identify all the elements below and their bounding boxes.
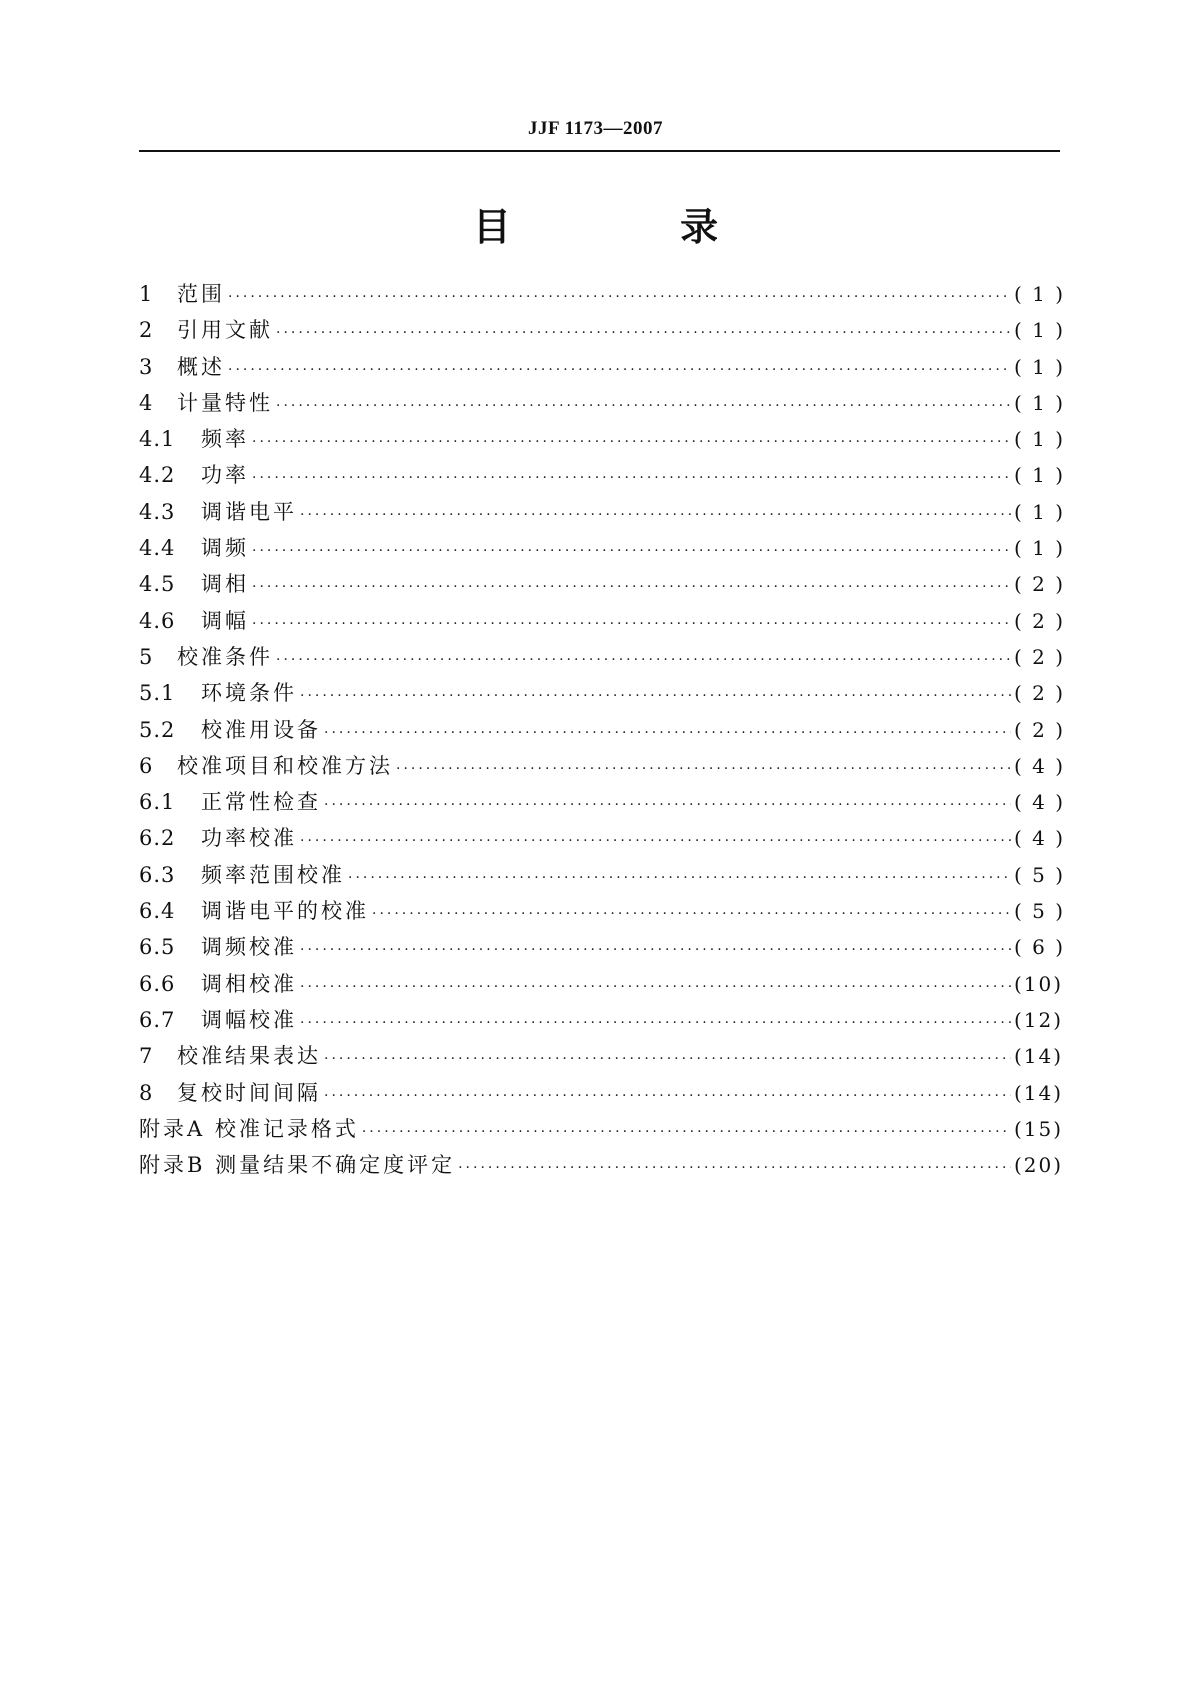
- toc-dot-leader: [300, 979, 1011, 995]
- toc-entry-number: 4: [139, 390, 154, 415]
- toc-entry-number: 6.4: [139, 899, 176, 924]
- standard-code: JJF 1173—2007: [527, 118, 664, 139]
- toc-entry-page: ( 1 ): [1014, 354, 1066, 379]
- toc-dot-leader: [252, 616, 1011, 632]
- toc-entry-number: 7: [139, 1044, 154, 1069]
- toc-entry-page: ( 2 ): [1014, 717, 1066, 742]
- toc-entry[interactable]: [139, 895, 1066, 931]
- toc-entry-number: 4.1: [139, 427, 176, 452]
- toc-entry-number: 8: [139, 1080, 154, 1105]
- page-title: 目 录: [472, 205, 797, 249]
- toc-dot-leader: [252, 434, 1011, 450]
- toc-entry[interactable]: [139, 1004, 1064, 1040]
- toc-dot-leader: [300, 942, 1011, 958]
- toc-entry-page: ( 2 ): [1014, 608, 1066, 633]
- toc-dot-leader: [276, 652, 1011, 668]
- toc-entry-page: (14): [1014, 1080, 1064, 1105]
- toc-entry-page: ( 1 ): [1014, 463, 1066, 488]
- toc-entry-label: 复校时间间隔: [177, 1080, 321, 1105]
- toc-entry[interactable]: [139, 605, 1066, 641]
- toc-entry-page: ( 1 ): [1014, 318, 1066, 343]
- toc-entry[interactable]: [139, 1077, 1064, 1113]
- toc-dot-leader: [458, 1160, 1011, 1176]
- toc-entry-number: 6: [139, 753, 154, 778]
- toc-entry[interactable]: [139, 859, 1066, 895]
- toc-entry-page: ( 1 ): [1014, 390, 1066, 415]
- toc-entry-label: 校准用设备: [201, 717, 321, 742]
- toc-entry-label: 校准结果表达: [177, 1044, 321, 1069]
- toc-entry-number: 3: [139, 354, 154, 379]
- toc-dot-leader: [300, 833, 1011, 849]
- toc-dot-leader: [362, 1124, 1011, 1140]
- toc-entry-label: 调幅: [201, 608, 249, 633]
- toc-entry[interactable]: [139, 351, 1066, 387]
- toc-dot-leader: [300, 1015, 1011, 1031]
- header-divider: [139, 150, 1060, 152]
- toc-entry-label: 调谐电平: [201, 499, 297, 524]
- toc-entry-number: 4.5: [139, 572, 176, 597]
- toc-dot-leader: [228, 362, 1011, 378]
- toc-entry[interactable]: [139, 786, 1066, 822]
- toc-entry-page: ( 2 ): [1014, 681, 1066, 706]
- toc-entry-label: 正常性检查: [201, 790, 321, 815]
- toc-entry-page: (15): [1014, 1116, 1064, 1141]
- toc-entry-page: ( 4 ): [1014, 753, 1066, 778]
- toc-entry-page: (20): [1014, 1153, 1064, 1178]
- toc-entry-number: 6.3: [139, 862, 176, 887]
- toc-dot-leader: [372, 906, 1011, 922]
- toc-entry-label: 频率范围校准: [201, 862, 345, 887]
- toc-entry[interactable]: [139, 1040, 1064, 1076]
- toc-entry-page: ( 2 ): [1014, 644, 1066, 669]
- toc-entry[interactable]: [139, 1113, 1064, 1149]
- toc-entry-label: 功率校准: [201, 826, 297, 851]
- toc-entry-page: ( 5 ): [1014, 899, 1066, 924]
- toc-entry-page: (14): [1014, 1044, 1064, 1069]
- toc-entry-label: 调幅校准: [201, 1007, 297, 1032]
- toc-entry[interactable]: [139, 641, 1066, 677]
- toc-entry-label: 调相校准: [201, 971, 297, 996]
- toc-entry-label: 附录B 测量结果不确定度评定: [139, 1153, 456, 1178]
- toc-entry-number: 6.1: [139, 790, 176, 815]
- table-of-contents: [139, 278, 1066, 1185]
- toc-entry-number: 6.6: [139, 971, 176, 996]
- toc-entry-number: 6.5: [139, 935, 176, 960]
- toc-entry[interactable]: [139, 278, 1066, 314]
- toc-entry[interactable]: [139, 714, 1066, 750]
- toc-entry-page: ( 1 ): [1014, 536, 1066, 561]
- toc-dot-leader: [396, 761, 1011, 777]
- toc-dot-leader: [324, 797, 1011, 813]
- toc-entry-label: 频率: [201, 427, 249, 452]
- toc-entry-label: 校准项目和校准方法: [177, 753, 393, 778]
- toc-entry[interactable]: [139, 1149, 1064, 1185]
- toc-entry[interactable]: [139, 459, 1066, 495]
- toc-entry[interactable]: [139, 931, 1066, 967]
- toc-entry-page: ( 5 ): [1014, 862, 1066, 887]
- toc-dot-leader: [348, 870, 1011, 886]
- toc-entry-page: ( 2 ): [1014, 572, 1066, 597]
- toc-entry[interactable]: [139, 423, 1066, 459]
- toc-entry-number: 5.1: [139, 681, 176, 706]
- toc-entry-label: 环境条件: [201, 681, 297, 706]
- toc-entry-label: 计量特性: [177, 390, 273, 415]
- toc-dot-leader: [252, 543, 1011, 559]
- toc-entry-number: 6.7: [139, 1007, 176, 1032]
- toc-entry-label: 范围: [177, 282, 225, 306]
- toc-entry[interactable]: [139, 314, 1066, 350]
- toc-entry-label: 调频校准: [201, 935, 297, 960]
- toc-entry-page: ( 1 ): [1014, 499, 1066, 524]
- toc-entry[interactable]: [139, 496, 1066, 532]
- toc-dot-leader: [228, 289, 1011, 305]
- toc-dot-leader: [300, 688, 1011, 704]
- toc-entry-number: 5.2: [139, 717, 176, 742]
- toc-entry-number: 4.2: [139, 463, 176, 488]
- toc-entry-page: ( 4 ): [1014, 790, 1066, 815]
- toc-entry-label: 校准条件: [177, 644, 273, 669]
- toc-entry-number: 4.6: [139, 608, 176, 633]
- toc-dot-leader: [300, 507, 1011, 523]
- toc-entry[interactable]: [139, 750, 1066, 786]
- toc-entry-number: 1: [139, 282, 154, 306]
- toc-entry-number: 6.2: [139, 826, 176, 851]
- toc-dot-leader: [252, 470, 1011, 486]
- toc-entry-page: (12): [1014, 1007, 1064, 1032]
- toc-entry-label: 调相: [201, 572, 249, 597]
- toc-entry-number: 4.4: [139, 536, 176, 561]
- toc-entry[interactable]: [139, 568, 1066, 604]
- toc-entry-number: 5: [139, 644, 154, 669]
- toc-entry[interactable]: [139, 387, 1066, 423]
- toc-entry-number: 2: [139, 318, 154, 343]
- toc-entry-page: ( 4 ): [1014, 826, 1066, 851]
- toc-entry-page: ( 6 ): [1014, 935, 1066, 960]
- toc-entry-label: 功率: [201, 463, 249, 488]
- toc-entry[interactable]: [139, 677, 1066, 713]
- toc-entry-page: ( 1 ): [1014, 427, 1066, 452]
- toc-entry-label: 调谐电平的校准: [201, 899, 369, 924]
- toc-dot-leader: [324, 1051, 1011, 1067]
- toc-dot-leader: [324, 725, 1011, 741]
- toc-dot-leader: [276, 398, 1011, 414]
- toc-entry-number: 4.3: [139, 499, 176, 524]
- toc-entry-label: 引用文献: [177, 318, 273, 343]
- toc-entry-label: 概述: [177, 354, 225, 379]
- toc-entry-label: 附录A 校准记录格式: [139, 1116, 359, 1141]
- toc-entry[interactable]: [139, 532, 1066, 568]
- toc-entry-page: (10): [1014, 971, 1064, 996]
- toc-entry[interactable]: [139, 968, 1064, 1004]
- toc-dot-leader: [276, 325, 1011, 341]
- toc-entry[interactable]: [139, 822, 1066, 858]
- toc-entry-page: ( 1 ): [1014, 282, 1066, 306]
- toc-entry-label: 调频: [201, 536, 249, 561]
- toc-dot-leader: [324, 1088, 1011, 1104]
- toc-dot-leader: [252, 579, 1011, 595]
